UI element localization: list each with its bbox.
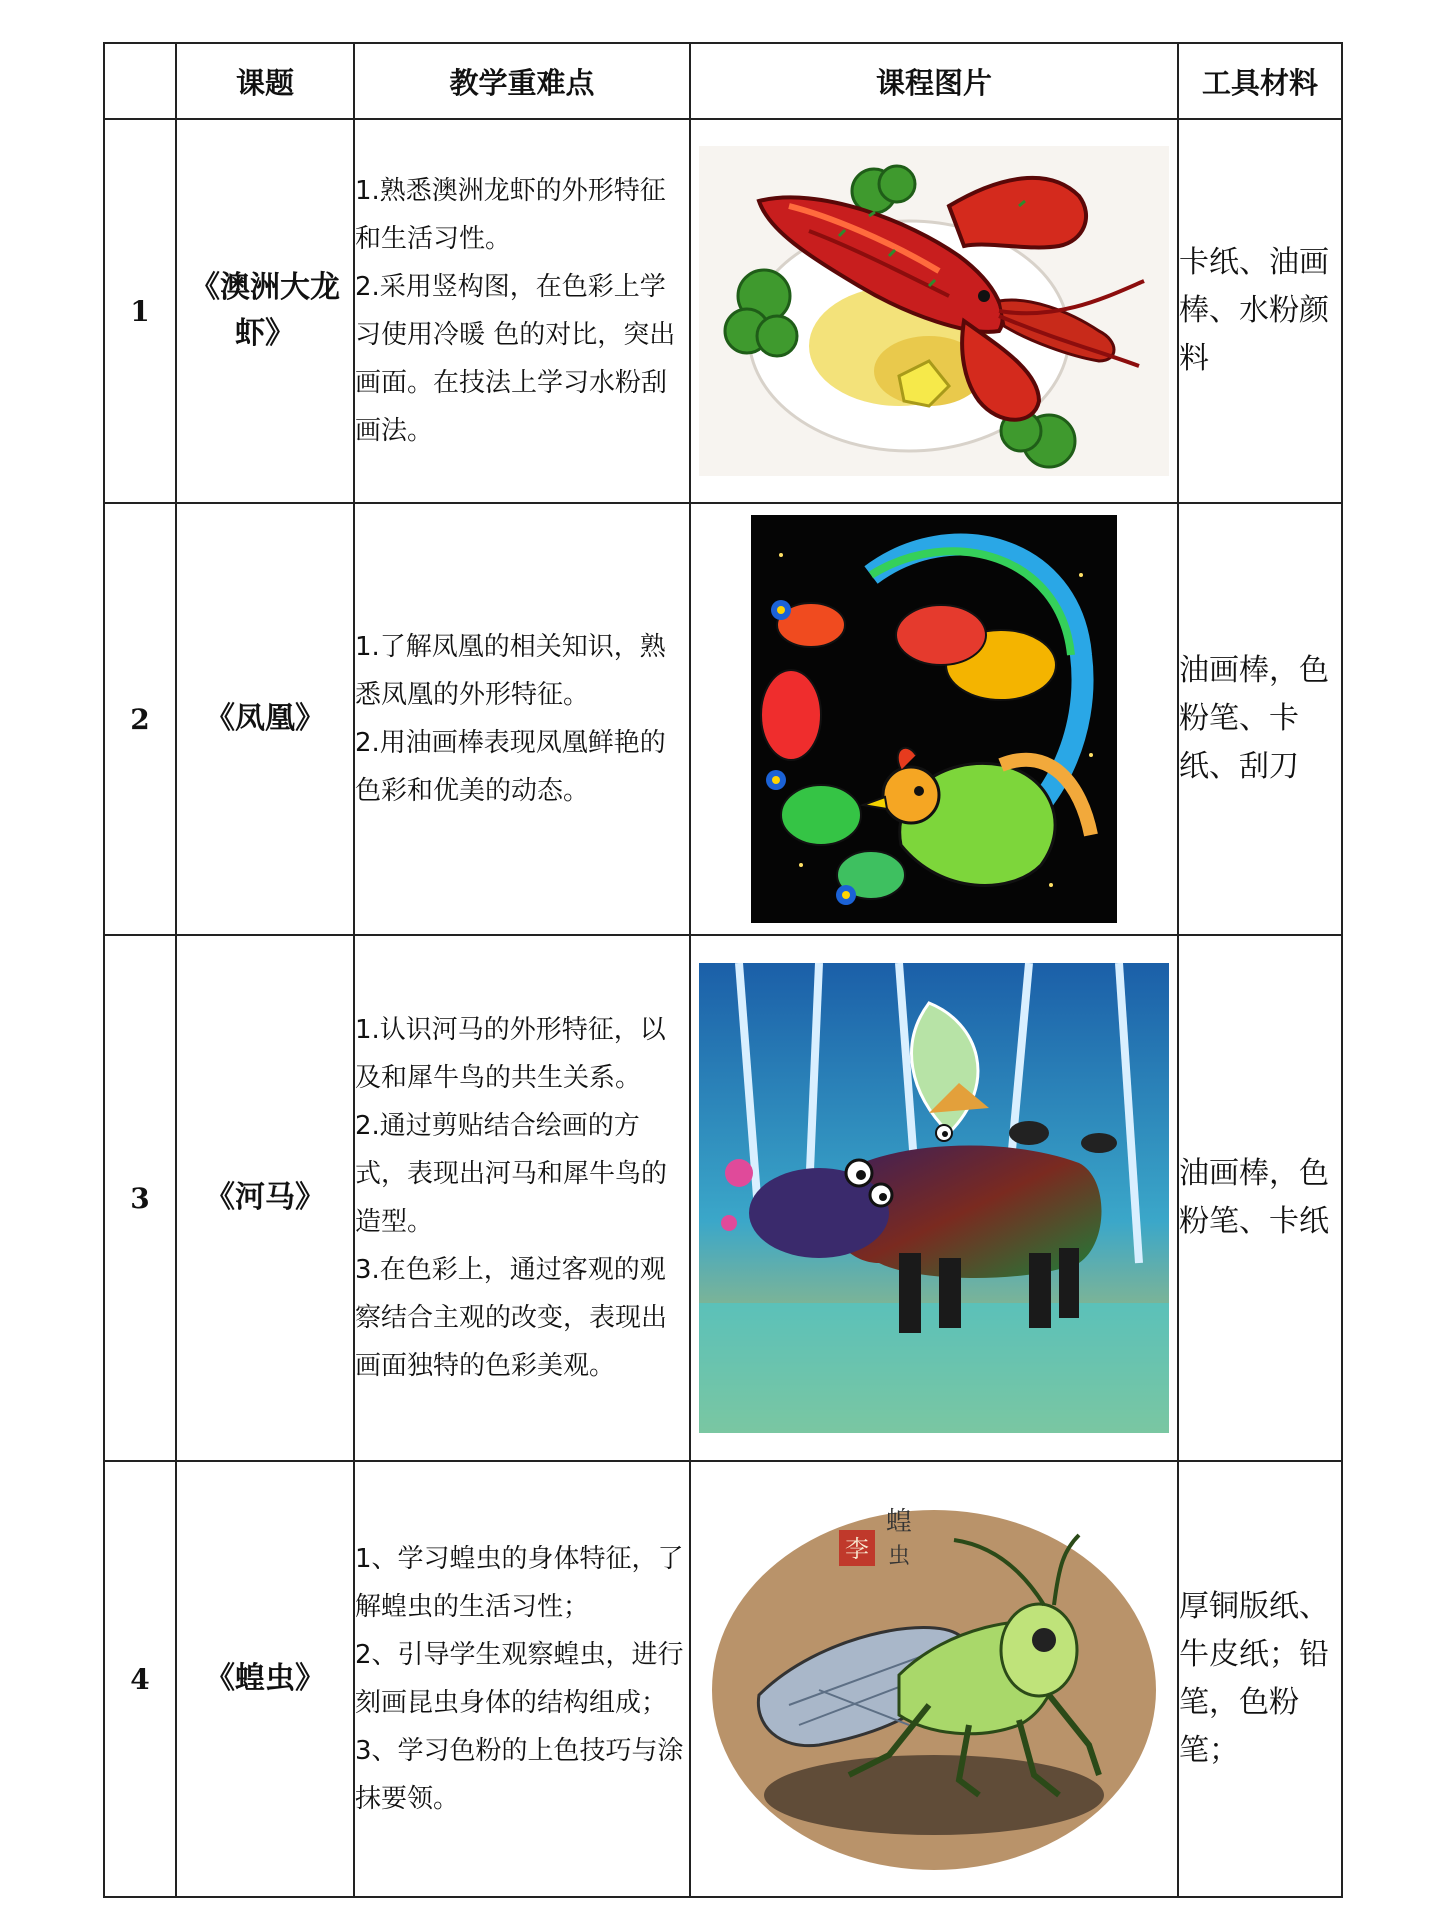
point-item: 2.采用竖构图，在色彩上学习使用冷暖 色的对比，突出画面。在技法上学习水粉刮画法。	[355, 272, 676, 446]
header-points: 教学重难点	[354, 43, 690, 119]
row-image-cell	[690, 503, 1178, 935]
row-image-cell	[690, 935, 1178, 1461]
point-item: 2、引导学生观察蝗虫，进行刻画昆虫身体的结构组成；	[355, 1640, 684, 1718]
row-materials: 卡纸、油画棒、水粉颜料	[1178, 119, 1342, 503]
row-topic: 《澳洲大龙虾》	[176, 119, 354, 503]
row-number: 3	[104, 935, 176, 1461]
header-num	[104, 43, 176, 119]
row-number: 2	[104, 503, 176, 935]
row-image-cell	[690, 119, 1178, 503]
row-materials: 油画棒，色粉笔、卡纸	[1178, 935, 1342, 1461]
table-row	[104, 1461, 1342, 1897]
point-item: 1、学习蝗虫的身体特征，了解蝗虫的生活习性；	[355, 1544, 684, 1622]
row-materials: 油画棒，色粉笔、卡纸、刮刀	[1178, 503, 1342, 935]
point-item: 2.用油画棒表现凤凰鲜艳的色彩和优美的动态。	[355, 728, 666, 806]
point-item: 1.了解凤凰的相关知识，熟悉凤凰的外形特征。	[355, 632, 666, 710]
row-points	[354, 1461, 690, 1897]
row-topic: 《蝗虫》	[176, 1461, 354, 1897]
hippo-artwork	[699, 963, 1169, 1433]
row-topic: 《河马》	[176, 935, 354, 1461]
point-item: 2.通过剪贴结合绘画的方式，表现出河马和犀牛鸟的造型。	[355, 1111, 668, 1237]
table-row	[104, 503, 1342, 935]
lobster-artwork	[699, 146, 1169, 476]
row-topic: 《凤凰》	[176, 503, 354, 935]
header-row	[104, 43, 1342, 119]
table-row	[104, 935, 1342, 1461]
point-item: 3、学习色粉的上色技巧与涂抹要领。	[355, 1736, 684, 1814]
row-points	[354, 935, 690, 1461]
row-image-cell	[690, 1461, 1178, 1897]
point-item: 1.熟悉澳洲龙虾的外形特征和生活习性。	[355, 176, 666, 254]
point-item: 1.认识河马的外形特征，以及和犀牛鸟的共生关系。	[355, 1015, 666, 1093]
row-points	[354, 503, 690, 935]
point-item: 3.在色彩上，通过客观的观察结合主观的改变，表现出画面独特的色彩美观。	[355, 1255, 668, 1381]
header-image: 课程图片	[690, 43, 1178, 119]
lesson-table	[103, 42, 1343, 1898]
header-topic: 课题	[176, 43, 354, 119]
row-number: 1	[104, 119, 176, 503]
header-materials: 工具材料	[1178, 43, 1342, 119]
phoenix-artwork	[751, 515, 1117, 923]
locust-title-char-2: 虫	[887, 1544, 911, 1569]
locust-seal: 李	[845, 1535, 869, 1563]
row-points	[354, 119, 690, 503]
row-materials: 厚铜版纸、牛皮纸；铅笔，色粉笔；	[1178, 1461, 1342, 1897]
row-number: 4	[104, 1461, 176, 1897]
locust-artwork	[699, 1475, 1169, 1883]
locust-title-char-1: 蝗	[885, 1507, 913, 1537]
table-row	[104, 119, 1342, 503]
